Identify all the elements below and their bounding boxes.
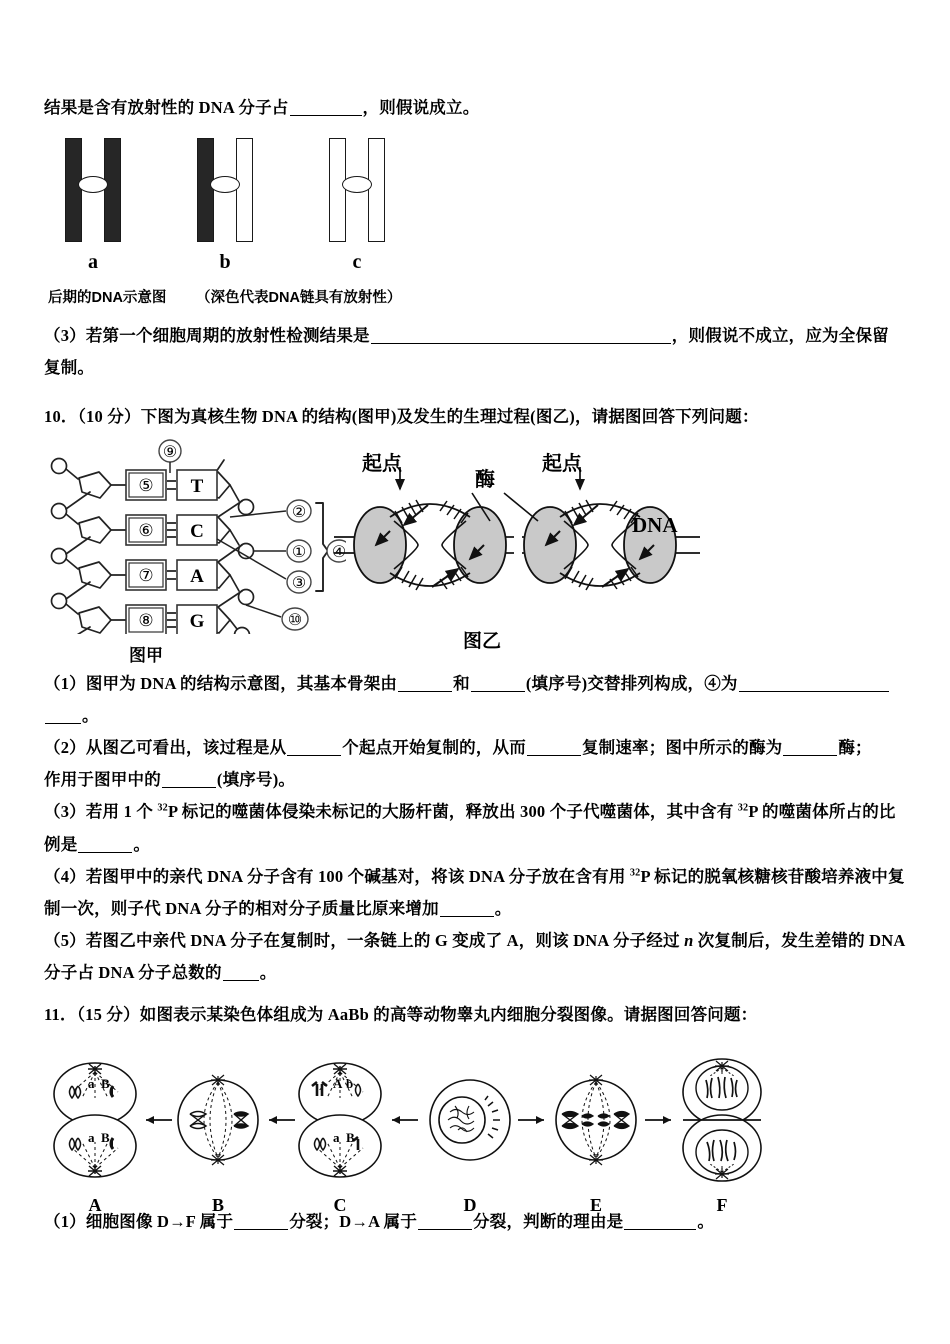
svg-text:⑥: ⑥ (138, 520, 154, 540)
chromosome-label: a (88, 251, 98, 274)
q10p2-f: (填序号)。 (216, 770, 296, 790)
q10p5-d: 。 (259, 963, 277, 983)
cell-division-svg (0, 1042, 950, 1190)
svg-text:⑦: ⑦ (138, 565, 154, 585)
answer-blank[interactable] (471, 691, 525, 692)
centromere-icon (78, 176, 108, 193)
q10p4-b: P 标记的脱氧核糖核苷酸培养液中复 (640, 866, 905, 886)
label-origin-left: 起点 (362, 452, 402, 475)
svg-text:B: B (346, 1129, 355, 1145)
isotope-superscript: 32 (157, 802, 168, 814)
base-pair-row-3 (126, 560, 217, 590)
svg-text:B: B (101, 1075, 110, 1091)
svg-text:a: a (88, 1075, 95, 1091)
q11p1-d: 。 (697, 1211, 715, 1231)
callout-10 (246, 605, 308, 630)
answer-blank[interactable] (624, 1229, 696, 1230)
label-enzyme: 酶 (475, 468, 495, 491)
question-10-part-3 (0, 796, 950, 828)
question-10-part-2-line2 (0, 764, 950, 796)
chromatid-right (236, 138, 253, 242)
question-10-part-4-line2 (0, 893, 950, 925)
q10p5-b: 次复制后，发生差错的 DNA (693, 931, 906, 951)
question-10-part-5-line2 (0, 957, 950, 989)
q10p5-c: 分子占 DNA 分子总数的 (44, 963, 222, 983)
base-pair-row-4 (126, 605, 217, 634)
callout-9 (159, 440, 181, 473)
q10p4-c: 制一次，则子代 DNA 分子的相对分子质量比原来增加 (44, 898, 439, 918)
base-pair-row-1 (126, 470, 217, 500)
q11-number: 11． (44, 1005, 77, 1025)
svg-text:A: A (190, 565, 204, 587)
centromere-icon (342, 176, 372, 193)
svg-text:B: B (101, 1129, 110, 1145)
svg-text:②: ② (291, 503, 307, 521)
answer-blank[interactable] (234, 1229, 288, 1230)
base-pair-row-2 (126, 515, 217, 545)
chromatid-pair (329, 138, 385, 242)
svg-text:①: ① (291, 543, 307, 561)
answer-blank[interactable] (440, 916, 494, 917)
figure-caption-left: 后期的DNA示意图 (48, 290, 167, 307)
chromatid-left (329, 138, 346, 242)
cell-division-figure (0, 1042, 950, 1215)
question-10-part-2 (0, 732, 950, 764)
cell-label-F: F (716, 1194, 728, 1215)
figure-jia-title: 图甲 (129, 645, 163, 665)
callout-group-4 (217, 500, 346, 593)
q10p3-b: P 标记的噬菌体侵染未标记的大肠杆菌，释放出 300 个子代噬菌体，其中含有 (168, 802, 738, 822)
q10p4-a: （4）若图甲中的亲代 DNA 分子含有 100 个碱基对，将该 DNA 分子放在含有用 (44, 866, 630, 886)
answer-blank[interactable] (45, 723, 81, 724)
dna-structure-svg (46, 439, 346, 634)
figure-yi-title: 图乙 (462, 630, 501, 652)
answer-blank[interactable] (739, 691, 889, 692)
q10p2-a: （2）从图乙可看出，该过程是从 (44, 738, 287, 758)
chromosome-label: c (352, 251, 362, 274)
q10p3-a: （3）若用 1 个 (44, 802, 158, 822)
q9-text-after: ，则假说成立。 (362, 98, 480, 117)
q10p2-c: 复制速率；图中所示的酶为 (581, 738, 783, 758)
chromatid-left (65, 138, 82, 242)
cell-label-C: C (333, 1194, 347, 1215)
centromere-icon (210, 176, 240, 193)
chromosome-label: b (219, 251, 231, 274)
answer-blank[interactable] (527, 755, 581, 756)
variable-n: n (684, 931, 694, 951)
label-dna: DNA (632, 512, 678, 537)
svg-text:a: a (88, 1129, 95, 1145)
answer-blank[interactable] (371, 343, 671, 344)
isotope-superscript: 32 (737, 802, 749, 814)
q10p3-e: 。 (133, 834, 151, 854)
svg-text:T: T (190, 475, 204, 497)
question-10-part-3-line2 (0, 829, 950, 861)
answer-blank[interactable] (418, 1229, 472, 1230)
question-10-part-4 (0, 861, 950, 893)
question-10-part-1-line2 (0, 700, 950, 732)
q10p3-c: P 的噬菌体所占的比 (748, 802, 896, 822)
label-origin-right: 起点 (542, 452, 582, 475)
chromatid-left (197, 138, 214, 242)
q11p1-b: 分裂；D→A 属于 (289, 1211, 418, 1231)
svg-text:G: G (189, 610, 205, 632)
cell-E (556, 1075, 636, 1165)
figure-yi (332, 445, 702, 655)
q10-stem: 下图为真核生物 DNA 的结构(图甲)及发生的生理过程(图乙)，请据图回答下列问题： (140, 406, 759, 426)
svg-text:b: b (346, 1075, 354, 1091)
question-9-part-3 (0, 320, 950, 352)
figure-caption-right: （深色代表DNA链具有放射性） (196, 290, 402, 307)
cell-label-E: E (589, 1194, 602, 1215)
cell-labels-row (0, 1195, 950, 1219)
q10-score: （10 分） (77, 406, 141, 426)
q10p1-a: （1）图甲为 DNA 的结构示意图，其基本骨架由 (44, 673, 398, 693)
chromosome-c (312, 138, 402, 274)
cell-label-B: B (211, 1194, 224, 1215)
chromosome-figure (0, 138, 950, 306)
cell-A (54, 1063, 136, 1177)
answer-blank[interactable] (223, 980, 259, 981)
cell-D (430, 1080, 510, 1160)
svg-text:⑧: ⑧ (138, 610, 154, 630)
dna-figures-row (0, 439, 950, 664)
cell-label-A: A (88, 1194, 102, 1215)
chromatid-right (104, 138, 121, 242)
q10p1-b: 和 (453, 673, 470, 693)
chromosome-a (48, 138, 138, 274)
answer-blank[interactable] (78, 852, 132, 853)
question-9-fragment-line (0, 0, 950, 124)
answer-blank[interactable] (290, 115, 362, 116)
q10p2-b: 个起点开始复制的，从而 (342, 738, 526, 758)
svg-text:a: a (333, 1129, 340, 1145)
chromatid-pair (197, 138, 253, 242)
isotope-superscript: 32 (629, 867, 641, 879)
answer-blank[interactable] (162, 787, 216, 788)
q10-number: 10． (44, 406, 78, 426)
question-9-part-3-line2: 复制。 (44, 358, 95, 378)
svg-text:C: C (190, 520, 204, 542)
q10p3-d: 例是 (44, 834, 78, 854)
chromosome-b (180, 138, 270, 274)
q11p1-c: 分裂，判断的理由是 (473, 1211, 624, 1231)
figure-jia (46, 439, 346, 665)
q10p2-e: 作用于图甲中的 (44, 770, 161, 790)
question-11-header (0, 999, 950, 1031)
svg-text:⑤: ⑤ (138, 475, 154, 495)
q9p3-prefix: （3）若第一个细胞周期的放射性检测结果是 (44, 326, 370, 346)
cell-F (683, 1059, 761, 1181)
answer-blank[interactable] (783, 755, 837, 756)
chromatid-right (368, 138, 385, 242)
q11-score: （15 分） (76, 1005, 140, 1025)
q10p5-a: （5）若图乙中亲代 DNA 分子在复制时，一条链上的 G 变成了 A，则该 DNA 分子经过 (44, 931, 685, 951)
svg-text:④: ④ (331, 543, 346, 561)
q9-text-before: 结果是含有放射性的 DNA 分子占 (44, 98, 289, 117)
svg-text:③: ③ (291, 574, 307, 592)
q9p3-suffix: ，则假说不成立，应为全保留 (671, 326, 889, 346)
question-10-part-1 (0, 668, 950, 700)
answer-blank[interactable] (398, 691, 452, 692)
q10p1-c: (填序号)交替排列构成，④为 (525, 673, 738, 693)
question-10-part-5 (0, 925, 950, 957)
q11p1-a: （1）细胞图像 D→F 属于 (44, 1211, 234, 1231)
replication-bubble-left (354, 500, 506, 590)
q10p2-d: 酶； (838, 738, 872, 758)
svg-text:A: A (333, 1075, 343, 1091)
q10p4-d: 。 (494, 898, 512, 918)
q11-stem: 如图表示某染色体组成为 AaBb 的高等动物睾丸内细胞分裂图像。请据图回答问题： (139, 1005, 758, 1025)
svg-text:⑩: ⑩ (287, 611, 303, 629)
svg-text:⑨: ⑨ (162, 443, 178, 461)
cell-B (178, 1075, 258, 1165)
question-10-header (0, 401, 950, 433)
chromatid-pair (65, 138, 121, 242)
answer-blank[interactable] (287, 755, 341, 756)
cell-label-D: D (463, 1194, 477, 1215)
q10p1-d: 。 (82, 705, 99, 725)
